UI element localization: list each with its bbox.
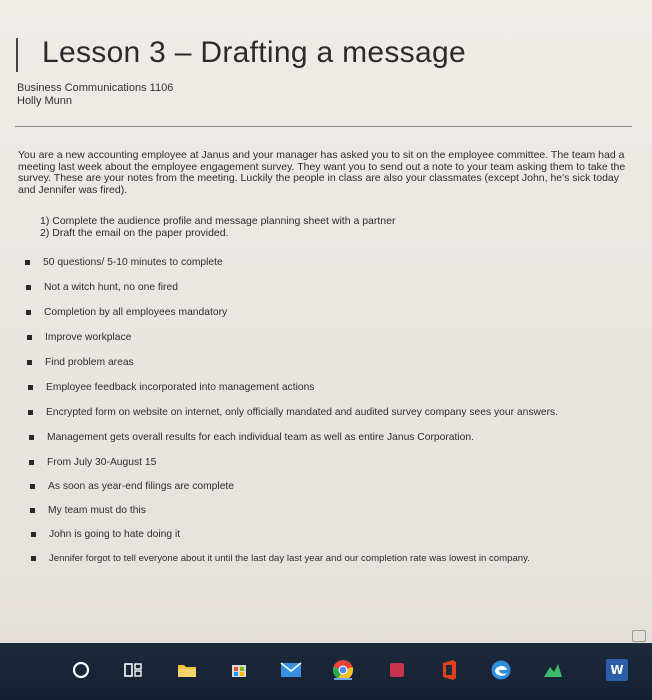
bullet-icon bbox=[31, 556, 36, 561]
list-item: Not a witch hunt, no one fired bbox=[26, 282, 178, 293]
list-item: Completion by all employees mandatory bbox=[26, 307, 227, 318]
list-item: John is going to hate doing it bbox=[31, 529, 180, 540]
bullet-icon bbox=[30, 484, 35, 489]
list-item: Management gets overall results for each individual team as well as entire Janus Corporation. bbox=[29, 432, 474, 443]
list-item: Employee feedback incorporated into management actions bbox=[28, 382, 314, 393]
active-indicator bbox=[334, 678, 352, 680]
bullet-icon bbox=[28, 410, 33, 415]
bullet-icon bbox=[29, 460, 34, 465]
bullet-icon bbox=[26, 285, 31, 290]
list-item: As soon as year-end filings are complete bbox=[30, 481, 234, 492]
word-icon[interactable]: W bbox=[606, 659, 628, 681]
store-icon[interactable] bbox=[226, 657, 252, 683]
task-view-icon[interactable] bbox=[120, 657, 146, 683]
list-item: My team must do this bbox=[30, 505, 146, 516]
bullet-icon bbox=[27, 335, 32, 340]
list-item: Jennifer forgot to tell everyone about it until the last day last year and our completion rate was lowest in company. bbox=[31, 553, 530, 564]
taskbar bbox=[0, 643, 652, 700]
course-name: Business Communications 1106 bbox=[17, 82, 174, 94]
instruction-steps bbox=[40, 216, 395, 239]
page-title: Lesson 3 – Drafting a message bbox=[42, 36, 466, 69]
bullet-icon bbox=[26, 310, 31, 315]
bullet-icon bbox=[27, 360, 32, 365]
list-item: 50 questions/ 5-10 minutes to complete bbox=[25, 257, 223, 268]
bullet-icon bbox=[31, 532, 36, 537]
bullet-icon bbox=[29, 435, 34, 440]
text-cursor bbox=[16, 38, 18, 72]
list-item: Find problem areas bbox=[27, 357, 134, 368]
mail-icon[interactable] bbox=[278, 657, 304, 683]
bullet-icon bbox=[25, 260, 30, 265]
list-item: Improve workplace bbox=[27, 332, 131, 343]
list-item: From July 30-August 15 bbox=[29, 457, 156, 468]
search-circle-icon[interactable] bbox=[68, 657, 94, 683]
intro-paragraph: You are a new accounting employee at Janus and your manager has asked you to sit on the employee committee. The team had a meeting last week about the employee engagement survey. They want you to send out a note to your team asking them to take the survey. These are your notes from the meeting. Luckily the people in class are also your classmates (except John, he's sick today and Jennifer was fired). bbox=[18, 149, 626, 196]
author-name: Holly Munn bbox=[17, 95, 73, 107]
chrome-icon[interactable] bbox=[330, 657, 356, 683]
office-icon[interactable] bbox=[436, 657, 462, 683]
divider bbox=[15, 126, 632, 127]
app-green-icon[interactable] bbox=[540, 657, 566, 683]
list-item: Encrypted form on website on internet, only officially mandated and audited survey company sees your answers. bbox=[28, 407, 558, 418]
edge-icon[interactable] bbox=[488, 657, 514, 683]
step-item: 1) Complete the audience profile and message planning sheet with a partner bbox=[40, 215, 396, 227]
bullet-icon bbox=[30, 508, 35, 513]
file-explorer-icon[interactable] bbox=[174, 657, 200, 683]
bullet-icon bbox=[28, 385, 33, 390]
step-item: 2) Draft the email on the paper provided. bbox=[40, 226, 229, 239]
corner-icon bbox=[632, 630, 646, 642]
app-red-icon[interactable] bbox=[384, 657, 410, 683]
